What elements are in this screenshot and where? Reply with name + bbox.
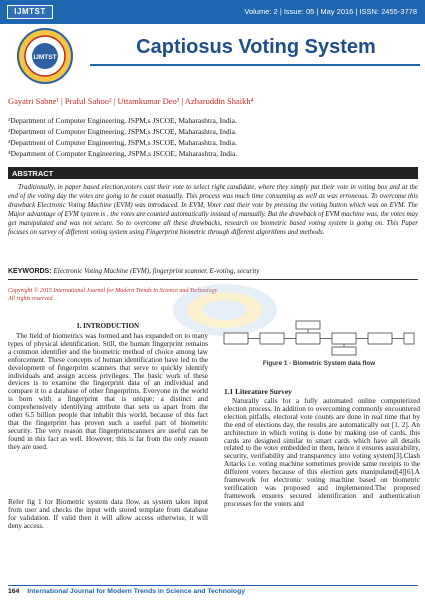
affiliation-list bbox=[8, 116, 418, 160]
copyright-line: Copyright © 2015 International Journal for Modern Trends in Science and Technology bbox=[8, 288, 218, 294]
volume-info: Volume: 2 | Issue: 05 | May 2016 | ISSN: 2455-3778 bbox=[244, 7, 417, 16]
diagram-node bbox=[296, 333, 320, 344]
affiliation: ³Department of Computer Engineering, JSPM,s JSCOE, Maharashtra, India. bbox=[8, 138, 237, 147]
abstract-text: Traditionally, in paper based election,voters cast their vote to select right candidate, where they simply put their vote in voting box and at the end of the voting day the votes are going to be count manually. This process was much time consuming as well as was erroneous. To overcome this drawback Electronic Voting Machine (EVM) was introduced. In EVM, Voter cast their vote by pressing the voting button which was on EVM. The Major advantage of EVM system is , the votes are counted automatically instead of manually. But the drawback of EVM machine was, the votes may get manipulated and was not secure. So to overcome all these drawbacks, research on biometric based voting system is going on. This Paper focuses on survey of different voting system using Fingerprint biometric through different algorithms and methods. bbox=[8, 184, 418, 236]
keywords-text: Electronic Voting Machine (EVM), fingerprint scanner, E-voting, security bbox=[53, 267, 260, 275]
diagram-node bbox=[332, 347, 356, 355]
diagram-node bbox=[296, 321, 320, 329]
abstract-bar bbox=[8, 167, 418, 179]
journal-badge: IJMTST bbox=[7, 5, 53, 19]
page-footer bbox=[8, 588, 418, 595]
intro-paragraph: The field of biometrics was formed and has expanded on to many types of physical identification. Still, the human fingerprint remains a common identifier and the biometric method of choice among law enforcement. These concepts of human identification have led to the development of fingerprint scanners that serve to quickly identify individuals and assign access privileges. The basic work of these devices is to examine the fingerprint data of an individual and compare it to a database of other fingerprints. Everyone in the world is born with a fingerprint that is unique; a distinct and comprehensively identifying attribute that sets us apart from the other 6.5 billion people that inhabit this world, because of this fact that the fingerprint has proven such a useful part of biometric security. The very reason that fingerprintscanners are useful can be found in this fact as well. However, this is far from the only reason they are used. bbox=[8, 333, 208, 451]
figure-caption: Figure 1 - Biometric System data flow bbox=[262, 360, 376, 367]
journal-name: International Journal for Modern Trends in Science and Technology bbox=[27, 588, 246, 595]
keywords-label: KEYWORDS: bbox=[8, 268, 52, 275]
abstract-label: ABSTRACT bbox=[12, 169, 54, 178]
page-number: 164 bbox=[8, 588, 20, 595]
affiliation: ⁴Department of Computer Engineering, JSPM,s JSCOE, Maharashtra, India. bbox=[8, 149, 238, 158]
literature-paragraph: Naturally calls for a fully automated online computerized election process. In addition to overcoming commonly encountered election pitfalls, electoral vote counts are done in real time that by the end of elections day, the results are automatically out [1, 2]. An architecture in which voting is done by making use of cards, this cards are designed similar to smart cards which have all details related to the voter embedded in them, hence it ensures assurability, security, verifiability and transparency into voting system[3].Clash Attacks i.e. voting machine sometimes provide same receipts to the different voters because of this election gets manipulated[4][6].A framework for electronic voting machine based on biometric verification was proposed and implemented.The proposed framework ensures secured identification and authentication processes for the voters and bbox=[224, 398, 420, 508]
diagram-node bbox=[404, 333, 414, 344]
intro-paragraph-2: Refer fig 1 for Biometric system data flow, as system takes input from user and checks the input with stored template from database for validation. If valid then it will allow access otherwise, it will deny access. bbox=[8, 499, 208, 530]
figure-diagram bbox=[220, 320, 418, 356]
affiliation: ¹Department of Computer Engineering, JSPM,s JSCOE, Maharashtra, India. bbox=[8, 116, 237, 125]
paper-title: Captiosus Voting System bbox=[136, 36, 376, 58]
copyright-line: All rights reserved. bbox=[8, 296, 54, 302]
author-list: Gayatri Sabne¹ | Praful Sahoo² | Uttamkumar Deo³ | Azharuddin Shaikh⁴ bbox=[8, 96, 254, 106]
diagram-node bbox=[332, 333, 356, 344]
svg-text:IJMTST: IJMTST bbox=[33, 54, 57, 61]
section-heading: I. INTRODUCTION bbox=[76, 322, 140, 330]
subsection-heading: 1.1 Literature Survey bbox=[224, 387, 292, 396]
diagram-node bbox=[224, 333, 248, 344]
title-divider bbox=[90, 64, 420, 66]
journal-logo bbox=[16, 27, 74, 85]
keywords-line bbox=[8, 267, 418, 277]
affiliation: ²Department of Computer Engineering, JSPM,s JSCOE, Maharashtra, India. bbox=[8, 127, 237, 136]
diagram-node bbox=[368, 333, 392, 344]
diagram-node bbox=[260, 333, 284, 344]
footer-divider bbox=[8, 585, 418, 586]
